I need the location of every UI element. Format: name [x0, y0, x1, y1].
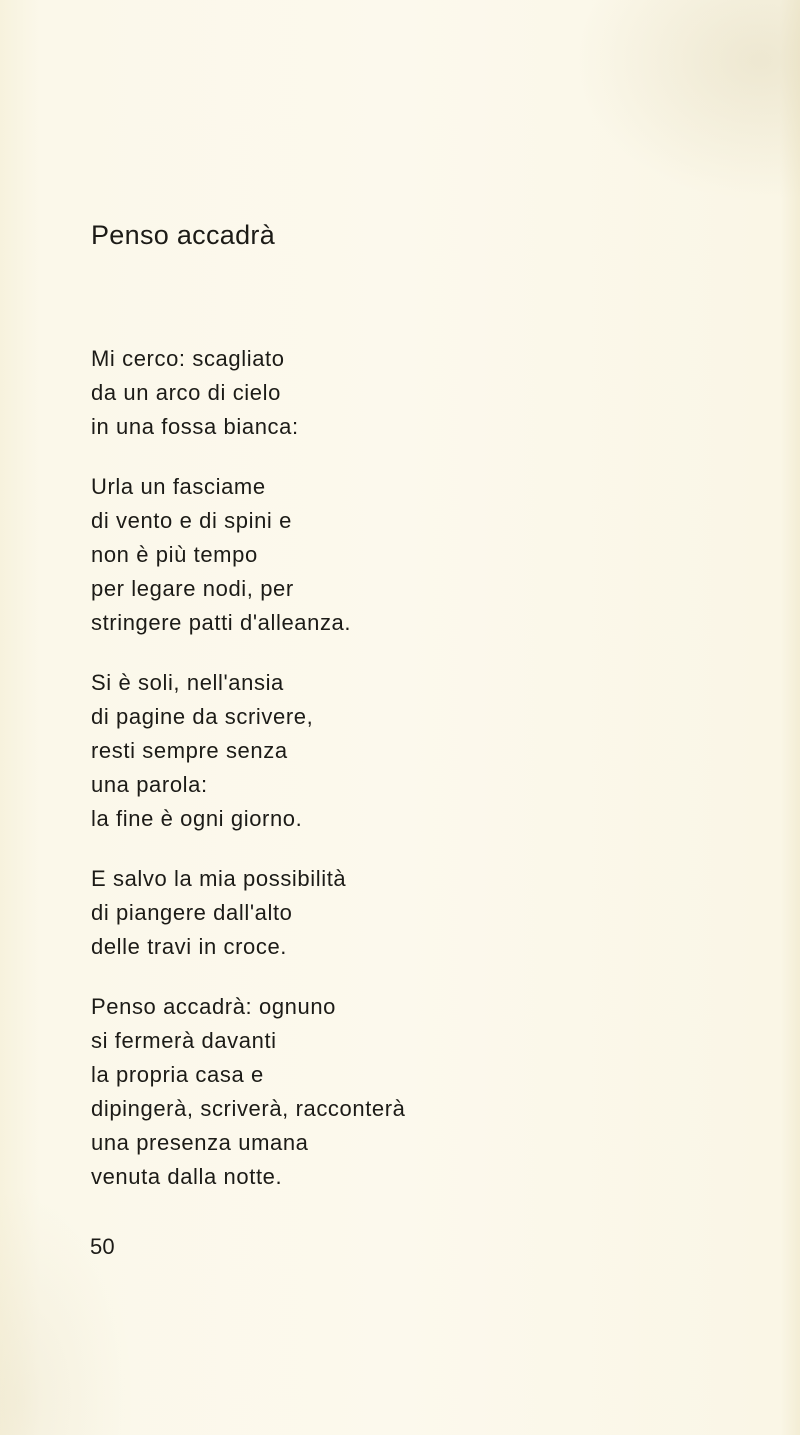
verse-line: stringere patti d'alleanza. [91, 610, 352, 635]
verse-line: Si è soli, nell'ansia [91, 670, 284, 695]
poem-title: Penso accadrà [91, 220, 276, 250]
verse-line: E salvo la mia possibilità [91, 866, 347, 891]
page-number: 50 [90, 1234, 115, 1259]
poem-body [91, 342, 771, 1220]
verse-line: la fine è ogni giorno. [91, 806, 303, 831]
stanza-3 [91, 666, 771, 836]
verse-line: venuta dalla notte. [91, 1164, 283, 1189]
verse-line: la propria casa e [91, 1062, 264, 1087]
verse-line: Penso accadrà: ognuno [91, 994, 336, 1019]
verse-line: si fermerà davanti [91, 1028, 277, 1053]
stanza-1 [91, 342, 771, 444]
stanza-4 [91, 862, 771, 964]
verse-line: Urla un fasciame [91, 474, 266, 499]
verse-line: dipingerà, scriverà, racconterà [91, 1096, 406, 1121]
verse-line: per legare nodi, per [91, 576, 294, 601]
verse-line: resti sempre senza [91, 738, 288, 763]
verse-line: non è più tempo [91, 542, 258, 567]
verse-line: una presenza umana [91, 1130, 309, 1155]
verse-line: una parola: [91, 772, 208, 797]
verse-line: Mi cerco: scagliato [91, 346, 285, 371]
stanza-2 [91, 470, 771, 640]
verse-line: di pagine da scrivere, [91, 704, 314, 729]
verse-line: in una fossa bianca: [91, 414, 299, 439]
verse-line: da un arco di cielo [91, 380, 281, 405]
verse-line: di vento e di spini e [91, 508, 292, 533]
verse-line: delle travi in croce. [91, 934, 288, 959]
verse-line: di piangere dall'alto [91, 900, 293, 925]
stanza-5 [91, 990, 771, 1194]
